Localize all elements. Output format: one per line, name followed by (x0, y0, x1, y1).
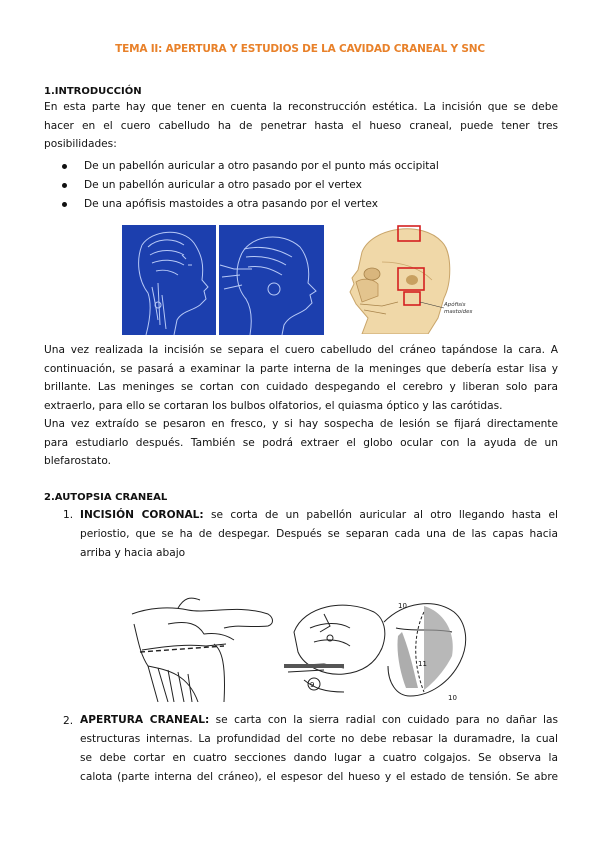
intro-line: En esta parte hay que tener en cuenta la reconstrucción estética. La incisión que se debe (44, 101, 558, 113)
apertura-craneal-item (80, 711, 558, 787)
body-line: continuación, se pasará a examinar la parte interna de la meninges que debería estar lisa y (44, 362, 558, 375)
page-title: TEMA II: APERTURA Y ESTUDIOS DE LA CAVIDAD CRANEAL Y SNC (115, 43, 485, 55)
item-label: INCISIÓN CORONAL: (80, 509, 204, 521)
bullet-item (64, 195, 378, 213)
body-line: Una vez extraído se pesaron en fresco, y si hay sospecha de lesión se fijará directamente (44, 418, 558, 430)
scalp-reflection-drawing (284, 592, 474, 704)
incision-coronal-item (80, 506, 558, 563)
body-line: blefarostato. (44, 455, 111, 467)
skull-mastoid-illustration (342, 222, 502, 334)
bullet-item (64, 157, 439, 175)
body-line: brillante. Las meninges se cortan con cuidado despegando el cerebro y liberan solo para (44, 381, 558, 393)
bullet-text: De una apófisis mastoides a otra pasando por el vertex (84, 198, 378, 210)
item-line: periostio, que se ha de despegar. Después se separan cada una de las capas hacia (80, 528, 558, 540)
bullet-item (64, 176, 362, 194)
figure-label: 10 (398, 602, 407, 610)
figure-label: 9 (310, 681, 315, 689)
item-number: 2. (63, 715, 74, 727)
section-heading-autopsia: 2.AUTOPSIA CRANEAL (44, 492, 168, 503)
body-line: Una vez realizada la incisión se separa el cuero cabelludo del cráneo tapándose la cara. A (44, 344, 558, 356)
item-line: se corta de un pabellón auricular al otro llegando hasta el (203, 509, 558, 521)
bullet-dot (62, 183, 67, 188)
intro-paragraph (44, 98, 558, 154)
skull-label-mastoides: mastoides (444, 309, 473, 315)
figure-label: 10 (448, 694, 457, 702)
intro-line: posibilidades: (44, 138, 117, 150)
body-line: extraerlo, para ello se cortaran los bulbos olfatorios, el quiasma óptico y las carótidas. (44, 399, 503, 412)
skull-label-apofisis: Apófisis (444, 302, 466, 308)
item-line: calota (parte interna del cráneo), el espesor del hueso y el estado de tensión. Se abre (80, 771, 558, 783)
incision-illustration-image (122, 225, 324, 335)
intro-line: hacer en el cuero cabelludo ha de penetrar hasta el hueso craneal, puede tener tres (44, 119, 558, 132)
item-number: 1. (63, 509, 74, 521)
bullet-dot (62, 164, 67, 169)
figure-label: 11 (418, 660, 427, 668)
item-label: APERTURA CRANEAL: (80, 714, 210, 726)
item-line: estructuras internas. La profundidad del corte no debe rebasar la duramadre, la cual (80, 733, 558, 745)
item-line: arriba y hacia abajo (80, 547, 186, 559)
item-line: se debe cortar en cuatro secciones dando lugar a cuatro colgajos. Se observa la (80, 752, 558, 764)
bullet-dot (62, 202, 67, 207)
section-heading-introduccion: 1.INTRODUCCIÓN (44, 86, 142, 97)
item-line: se carta con la sierra radial con cuidado para no dañar las (209, 714, 558, 726)
bullet-text: De un pabellón auricular a otro pasando por el punto más occipital (84, 160, 439, 172)
bullet-text: De un pabellón auricular a otro pasado por el vertex (84, 179, 362, 191)
coronal-incision-drawing (128, 584, 276, 702)
body-line: para estudiarlo después. También se podrá extraer el globo ocular con la ayuda de un (44, 436, 558, 449)
body-paragraph (44, 341, 558, 471)
